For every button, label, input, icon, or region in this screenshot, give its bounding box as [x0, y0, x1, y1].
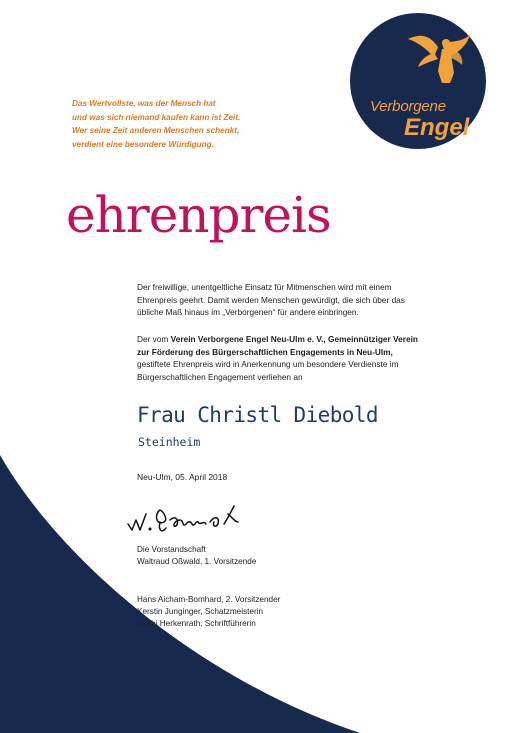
- quote-line: Wer seine Zeit anderen Menschen schenkt,: [72, 126, 240, 136]
- quote: [72, 97, 332, 151]
- board-member: Uschi Herkenrath, Schriftführerin: [137, 619, 256, 629]
- intro-paragraph: [137, 281, 457, 319]
- award-line: [137, 333, 457, 346]
- quote-line: verdient eine besondere Würdigung.: [72, 139, 214, 149]
- board-member: Hans Aicham-Bomhard, 2. Vorsitzender: [137, 595, 281, 604]
- quote-line: und was sich niemand kaufen kann ist Zeit.: [72, 112, 241, 122]
- award-paragraph: [137, 333, 457, 383]
- board-member: Kerstin Junginger, Schatzmeisterin: [137, 607, 264, 617]
- award-line: zur Förderung des Bürgerschaftlichen Engagements in Neu-Ulm,: [137, 346, 393, 357]
- intro-line: Der freiwillige, unentgeltliche Einsatz für Mitmenschen wird mit einem: [137, 282, 392, 292]
- association-name: Verein Verborgene Engel Neu-Ulm e. V., Gemeinnütziger Verein: [170, 334, 418, 344]
- award-prefix: Der vom: [137, 334, 171, 344]
- award-line: Bürgerschaftlichen Engagement verliehen an: [137, 371, 303, 382]
- signature: [124, 500, 244, 534]
- intro-line: übliche Maß hinaus im „Verborgenen“ für andere einbringen.: [137, 307, 359, 318]
- intro-line: Ehrenpreis geehrt. Damit werden Menschen gewürdigt, die sich über das: [137, 294, 405, 305]
- board-members: [137, 594, 280, 631]
- recipient-name: Frau Christl Diebold: [137, 403, 378, 427]
- recipient-place: Steinheim: [138, 435, 201, 449]
- dateline: Neu-Ulm, 05. April 2018: [137, 472, 228, 482]
- board-heading: Die Vorstandschaft: [137, 545, 206, 554]
- award-line: gestiftete Ehrenpreis wird in Anerkennung um besondere Verdienste im: [137, 359, 399, 370]
- logo-text-engel: Engel: [404, 114, 470, 141]
- quote-line: Das Wertvollste, was der Mensch hat: [72, 99, 216, 108]
- board: [137, 544, 256, 568]
- board-chair: Waltraud Oßwald, 1. Vorsitzende: [137, 557, 257, 567]
- logo-text-verborgene: Verborgene: [370, 98, 446, 115]
- page-title: ehrenpreis: [66, 186, 331, 244]
